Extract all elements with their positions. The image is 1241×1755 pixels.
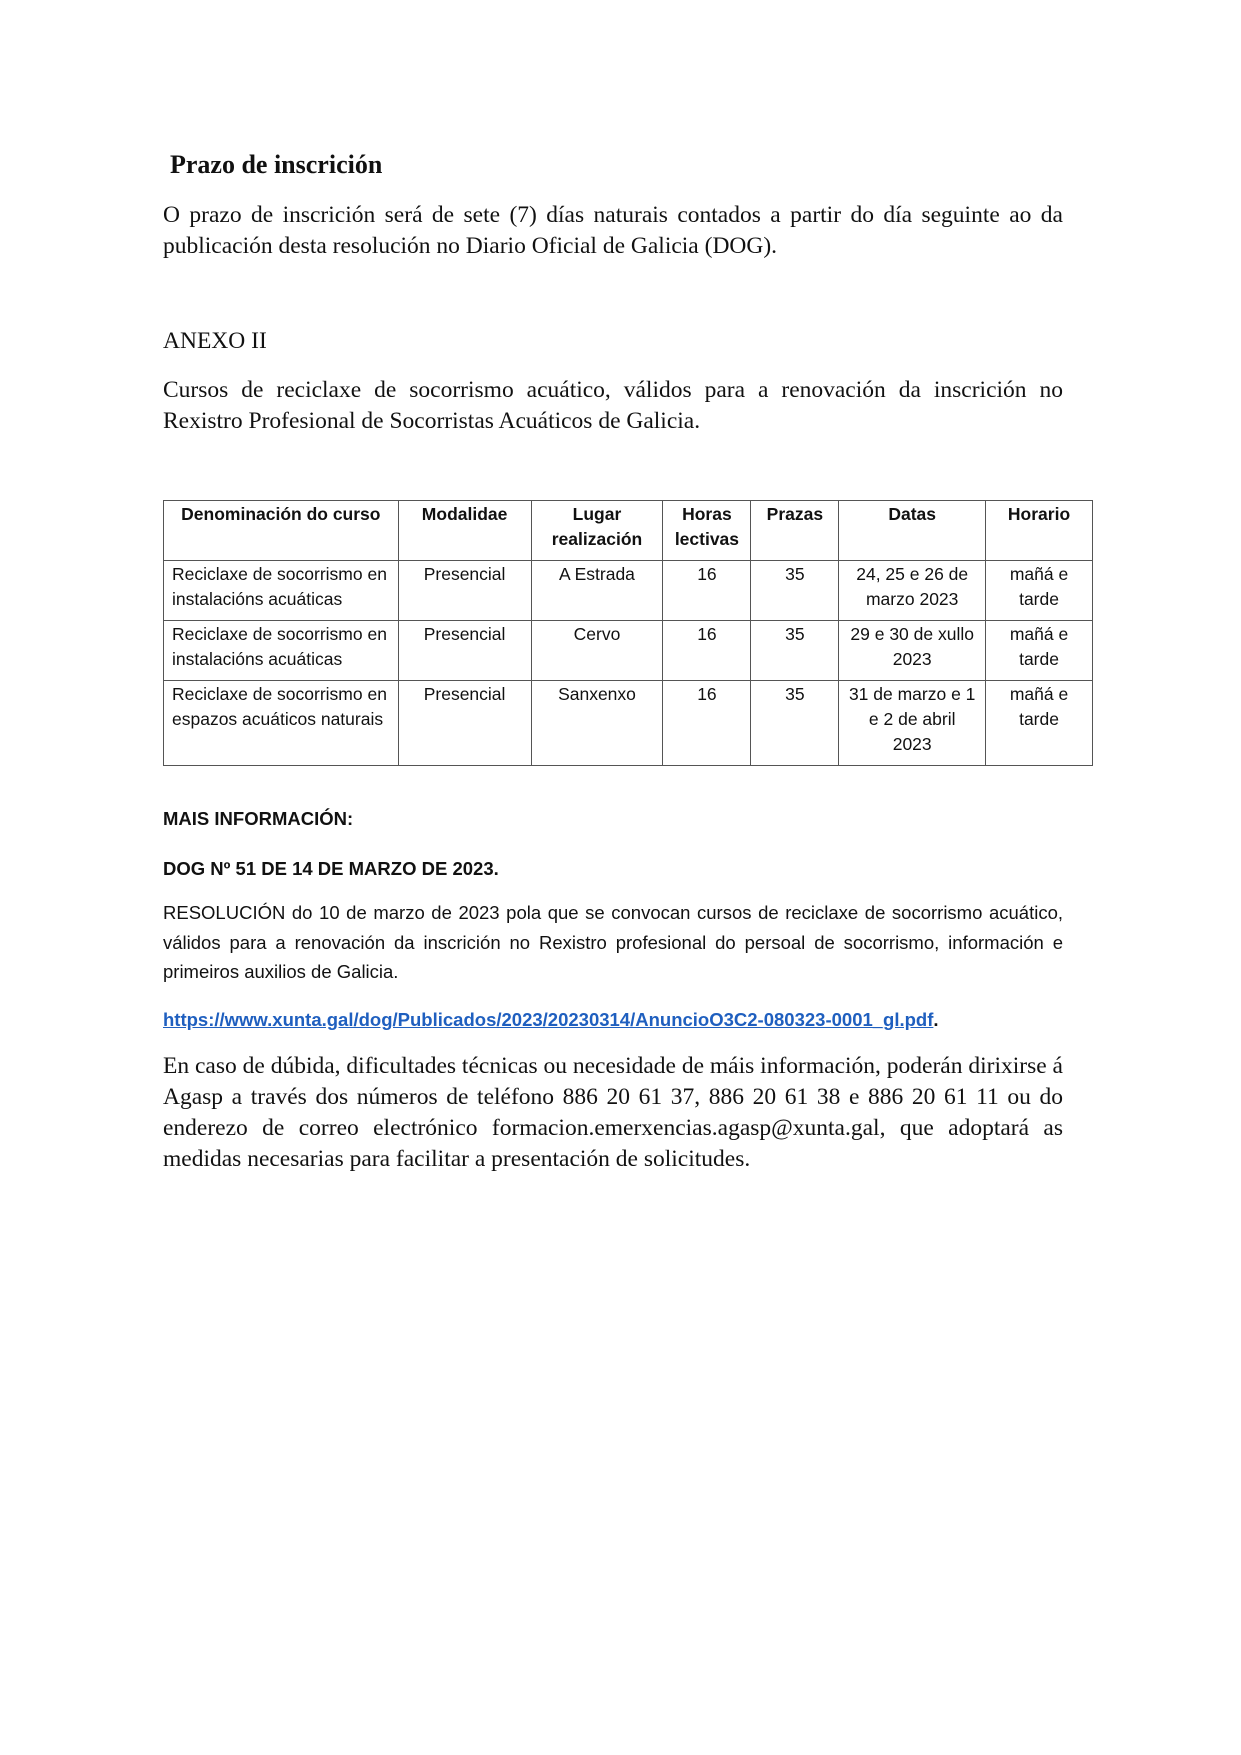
cell-lugar: A Estrada <box>531 561 663 621</box>
table-header-row <box>164 501 1093 561</box>
cell-prazas: 35 <box>751 621 839 681</box>
dog-reference: DOG Nº 51 DE 14 DE MARZO DE 2023. <box>163 858 499 879</box>
cell-horas: 16 <box>663 681 751 766</box>
header-denominacion: Denominación do curso <box>164 501 399 561</box>
cell-horario: mañá e tarde <box>986 621 1093 681</box>
link-trailing-period: . <box>933 1009 939 1030</box>
cell-modalidade: Presencial <box>398 561 531 621</box>
cell-datas: 24, 25 e 26 de marzo 2023 <box>839 561 986 621</box>
header-horas: Horas lectivas <box>663 501 751 561</box>
cell-prazas: 35 <box>751 561 839 621</box>
header-prazas: Prazas <box>751 501 839 561</box>
cell-horas: 16 <box>663 561 751 621</box>
cell-lugar: Sanxenxo <box>531 681 663 766</box>
table-row <box>164 621 1093 681</box>
header-horario: Horario <box>986 501 1093 561</box>
cell-denominacion: Reciclaxe de socorrismo en instalacións acuáticas <box>164 621 399 681</box>
prazo-paragraph: O prazo de inscrición será de sete (7) días naturais contados a partir do día seguinte ao da publicación desta resolución no Diario Oficial de Galicia (DOG). <box>163 202 1063 259</box>
cell-denominacion: Reciclaxe de socorrismo en instalacións acuáticas <box>164 561 399 621</box>
cell-prazas: 35 <box>751 681 839 766</box>
cell-lugar: Cervo <box>531 621 663 681</box>
cell-datas: 31 de marzo e 1 e 2 de abril 2023 <box>839 681 986 766</box>
contact-paragraph: En caso de dúbida, dificultades técnicas ou necesidade de máis información, poderán dirixirse á Agasp a través dos números de teléfono 886 20 61 37, 886 20 61 38 e 886 20 61 11 ou do enderezo de correo electrónico formacion.emerxencias.agasp@xunta.gal, que adoptará as medidas necesarias para facilitar a presentación de solicitudes. <box>163 1053 1063 1172</box>
annex-title: ANEXO II <box>163 328 267 354</box>
cell-modalidade: Presencial <box>398 681 531 766</box>
cell-horario: mañá e tarde <box>986 681 1093 766</box>
table-row <box>164 561 1093 621</box>
cell-modalidade: Presencial <box>398 621 531 681</box>
cell-horario: mañá e tarde <box>986 561 1093 621</box>
courses-intro-paragraph: Cursos de reciclaxe de socorrismo acuático, válidos para a renovación da inscrición no Rexistro Profesional de Socorristas Acuáticos de Galicia. <box>163 377 1063 434</box>
section-heading: Prazo de inscrición <box>170 150 383 179</box>
table-row <box>164 681 1093 766</box>
header-datas: Datas <box>839 501 986 561</box>
cell-datas: 29 e 30 de xullo 2023 <box>839 621 986 681</box>
cell-denominacion: Reciclaxe de socorrismo en espazos acuáticos naturais <box>164 681 399 766</box>
resolution-paragraph: RESOLUCIÓN do 10 de marzo de 2023 pola que se convocan cursos de reciclaxe de socorrismo acuático, válidos para a renovación da inscrición no Rexistro profesional do persoal de socorrismo, información e primeiros auxilios de Galicia. <box>163 902 1063 982</box>
more-info-label: MAIS INFORMACIÓN: <box>163 808 354 829</box>
dog-pdf-link[interactable]: https://www.xunta.gal/dog/Publicados/2023/20230314/AnuncioO3C2-080323-0001_gl.pdf <box>163 1009 934 1030</box>
header-lugar: Lugar realización <box>531 501 663 561</box>
link-line <box>163 1005 1063 1035</box>
header-modalidade: Modalidae <box>398 501 531 561</box>
cell-horas: 16 <box>663 621 751 681</box>
courses-table <box>163 500 1093 766</box>
